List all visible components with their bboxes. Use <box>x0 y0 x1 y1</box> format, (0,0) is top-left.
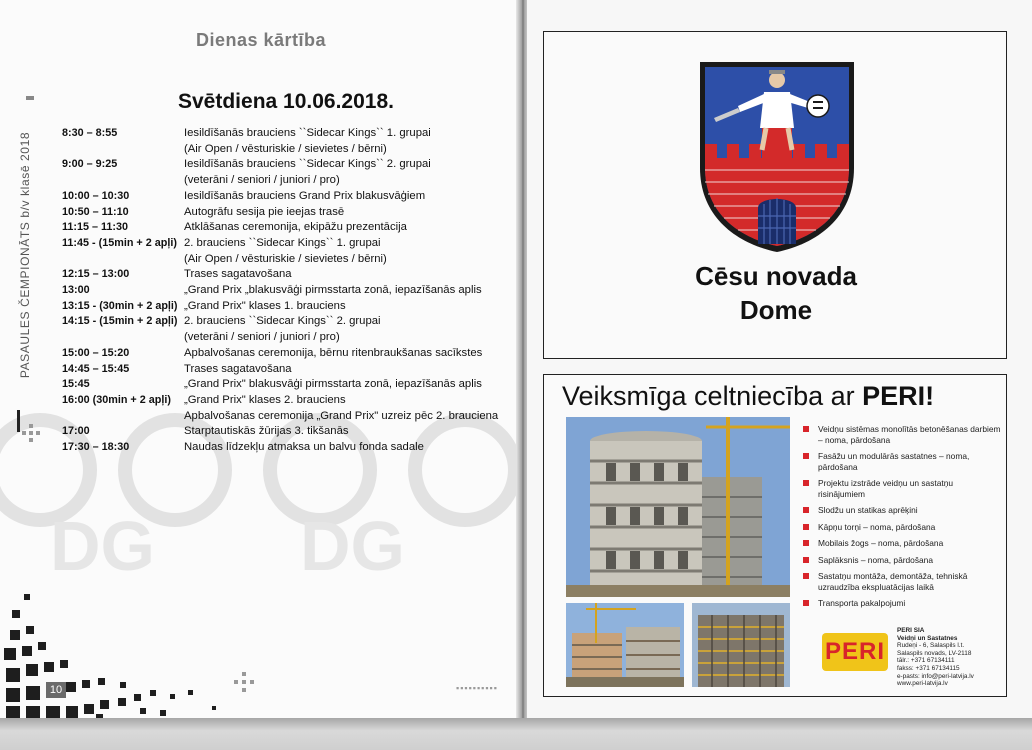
schedule-time: 13:15 - (30min + 2 apļi) <box>62 299 178 312</box>
schedule-time <box>62 142 184 158</box>
schedule-row <box>62 220 502 236</box>
page-number: 10 <box>46 682 66 698</box>
schedule-time: 10:50 – 11:10 <box>62 205 129 218</box>
schedule-time: 11:15 – 11:30 <box>62 221 129 234</box>
schedule-activity: Naudas līdzekļu atmaksa un balvu fonda sadale <box>184 441 424 454</box>
schedule-row <box>62 377 502 393</box>
schedule-activity: Iesildīšanās brauciens ``Sidecar Kings`` 1. grupai <box>184 127 431 139</box>
schedule-row <box>62 267 502 283</box>
schedule-time <box>62 173 184 189</box>
svg-text:DG: DG <box>50 507 155 585</box>
peri-service-item: Sapläksnis – noma, pārdošana <box>802 555 1002 566</box>
schedule-time: 8:30 – 8:55 <box>62 127 118 139</box>
page-bottom-shadow <box>0 718 1032 750</box>
schedule-activity: „Grand Prix „blakusvāģi pirmsstarta zonā, iepazīšanās aplis <box>184 284 482 297</box>
schedule-row <box>62 205 502 221</box>
cesis-coat-of-arms-icon <box>696 58 858 254</box>
schedule-time: 12:15 – 13:00 <box>62 268 130 281</box>
schedule-time: 16:00 (30min + 2 apļi) <box>62 393 171 406</box>
peri-service-item: Sastatņu montāža, demontāža, tehniskā uzraudzība ekspluatācijas laikā <box>802 571 1002 592</box>
peri-services-list <box>802 424 1002 615</box>
side-bar <box>17 410 20 432</box>
construction-photo-tower <box>566 417 790 597</box>
schedule-time: 9:00 – 9:25 <box>62 158 118 171</box>
page-subheading: Svētdiena 10.06.2018. <box>178 90 394 113</box>
peri-contact-block: PERI SIA Veidņi un Sastatnes Rudeņi - 6, Salaspils l.t. Salaspils novads, LV-2118 tālr.: +371 67134111 fakss: +371 67134115 e-pasts: info@peri-latvija.lv www.peri-latvija.lv <box>897 627 974 688</box>
peri-advertisement <box>543 374 1007 697</box>
schedule-time: 10:00 – 10:30 <box>62 189 130 202</box>
schedule-activity: Autogrāfu sesija pie ieejas trasē <box>184 205 345 218</box>
peri-service-item: Mobilais žogs – noma, pārdošana <box>802 538 1002 549</box>
side-marker <box>26 96 34 100</box>
schedule-list <box>62 126 502 456</box>
schedule-row <box>62 283 502 299</box>
schedule-activity: (Air Open / vēsturiskie / sievietes / bērni) <box>184 252 387 265</box>
schedule-activity: Atklāšanas ceremonija, ekipāžu prezentācija <box>184 221 407 234</box>
peri-logo: PERI <box>822 633 888 671</box>
schedule-activity: Trases sagatavošana <box>184 268 292 281</box>
pixel-decoration <box>0 590 240 722</box>
schedule-activity: Trases sagatavošana <box>184 362 292 375</box>
peri-service-item: Projektu izstrāde veidņu un sastatņu risinājumiem <box>802 478 1002 499</box>
schedule-activity: „Grand Prix" blakusvāģi pirmsstarta zonā, iepazīšanās aplis <box>184 378 482 391</box>
peri-headline: Veiksmīga celtniecība ar PERI! <box>562 381 935 411</box>
schedule-time <box>62 252 184 268</box>
schedule-time: 11:45 - (15min + 2 apļi) <box>62 236 177 249</box>
page-heading: Dienas kārtība <box>195 30 327 50</box>
schedule-row <box>62 409 502 425</box>
schedule-time <box>62 330 184 346</box>
schedule-row <box>62 299 502 315</box>
schedule-activity: „Grand Prix" klases 1. brauciens <box>184 299 346 312</box>
peri-service-item: Slodžu un statikas aprēķini <box>802 505 1002 516</box>
schedule-row <box>62 424 502 440</box>
schedule-time: 14:15 - (15min + 2 apļi) <box>62 315 178 328</box>
left-page <box>0 0 522 722</box>
schedule-time <box>62 409 184 425</box>
coat-of-arms-title: Cēsu novada Dome <box>695 261 857 325</box>
schedule-activity: Iesildīšanās brauciens Grand Prix blakusvāģiem <box>184 189 426 202</box>
peri-service-item: Kāpņu torņi – noma, pārdošana <box>802 522 1002 533</box>
schedule-activity: 2. brauciens ``Sidecar Kings`` 1. grupai <box>184 236 381 249</box>
schedule-row <box>62 189 502 205</box>
side-title: PASAULES ČEMPIONĀTS b/v klasē 2018 <box>18 131 32 379</box>
schedule-row <box>62 346 502 362</box>
peri-service-item: Fasāžu un modulārās sastatnes – noma, pārdošana <box>802 451 1002 472</box>
schedule-time: 17:30 – 18:30 <box>62 441 130 454</box>
peri-service-item: Transporta pakalpojumi <box>802 598 1002 609</box>
schedule-activity: (Air Open / vēsturiskie / sievietes / bērni) <box>184 142 387 155</box>
schedule-row <box>62 236 502 252</box>
schedule-row <box>62 314 502 330</box>
schedule-time: 14:45 – 15:45 <box>62 362 130 375</box>
schedule-row <box>62 157 502 173</box>
schedule-row <box>62 252 502 268</box>
schedule-row <box>62 142 502 158</box>
schedule-row <box>62 440 502 456</box>
schedule-time: 15:45 <box>62 378 90 391</box>
schedule-activity: 2. brauciens ``Sidecar Kings`` 2. grupai <box>184 315 381 328</box>
schedule-time: 13:00 <box>62 284 90 297</box>
schedule-activity: (veterāni / seniori / juniori / pro) <box>184 331 340 344</box>
schedule-activity: Iesildīšanās brauciens ``Sidecar Kings`` 2. grupai <box>184 158 431 171</box>
schedule-activity: Apbalvošanas ceremonija, bērnu ritenbraukšanas sacīkstes <box>184 346 483 359</box>
schedule-activity: (veterāni / seniori / juniori / pro) <box>184 174 340 187</box>
schedule-row <box>62 173 502 189</box>
dotted-rule: ▪▪▪▪▪▪▪▪▪▪ <box>456 683 498 693</box>
schedule-time: 15:00 – 15:20 <box>62 346 130 359</box>
schedule-row <box>62 393 502 409</box>
diamond-dots-icon <box>234 672 254 692</box>
schedule-activity: „Grand Prix" klases 2. brauciens <box>184 393 346 406</box>
construction-photo-building <box>692 603 790 687</box>
schedule-activity: Starptautiskās žūrijas 3. tikšanās <box>184 425 349 438</box>
construction-photo-site <box>566 603 684 687</box>
peri-service-item: Veidņu sistēmas monolītās betonēšanas darbiem – noma, pārdošana <box>802 424 1002 445</box>
schedule-time: 17:00 <box>62 425 90 438</box>
coat-of-arms-ad <box>543 31 1007 359</box>
schedule-row <box>62 126 502 142</box>
svg-text:DG: DG <box>300 507 405 585</box>
schedule-activity: Apbalvošanas ceremonija „Grand Prix" uzreiz pēc 2. brauciena <box>184 409 499 422</box>
schedule-row <box>62 362 502 378</box>
diamond-dots-icon <box>22 424 40 442</box>
schedule-row <box>62 330 502 346</box>
right-page <box>527 0 1032 722</box>
